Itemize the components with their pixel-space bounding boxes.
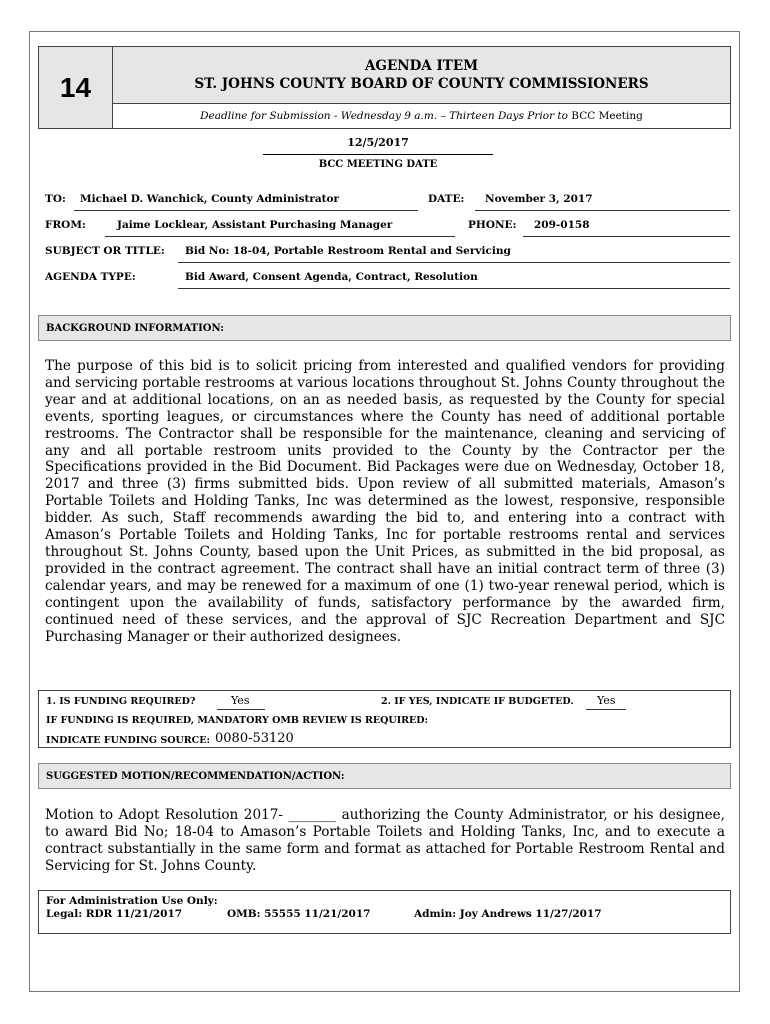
deadline-italic: Deadline for Submission - Wednesday 9 a.m. – Thirteen Days Prior to <box>200 110 568 122</box>
admin-omb: OMB: 55555 11/21/2017 <box>227 908 371 920</box>
funding-box <box>38 690 731 748</box>
agenda-item-number: 14 <box>39 47 113 128</box>
budgeted-value: Yes <box>597 694 616 707</box>
to-label: TO: <box>45 193 66 205</box>
admin-heading: For Administration Use Only: <box>46 895 218 907</box>
to-underline <box>74 210 418 211</box>
header-title <box>113 47 730 104</box>
phone-value: 209-0158 <box>534 219 590 231</box>
agenda-type-label: AGENDA TYPE: <box>45 271 136 283</box>
subject-value: Bid No: 18-04, Portable Restroom Rental and Servicing <box>185 245 511 257</box>
subject-label: SUBJECT OR TITLE: <box>45 245 165 257</box>
title-line-2: ST. JOHNS COUNTY BOARD OF COUNTY COMMISSIONERS <box>194 76 649 92</box>
meeting-date-label: BCC MEETING DATE <box>318 159 438 170</box>
admin-legal: Legal: RDR 11/21/2017 <box>46 908 183 920</box>
header-title-column <box>113 47 730 128</box>
deadline-note <box>113 104 730 128</box>
agenda-type-underline <box>178 288 730 289</box>
background-text: The purpose of this bid is to solicit pricing from interested and qualified vendors for providing and servicing portable restrooms at various locations throughout St. Johns County throughout the year and at additional locations, on an as needed basis, as requested by the County for special events, sporting leagues, or circumstances where the County has need of additional portable restrooms. The Contractor shall be responsible for the maintenance, cleaning and servicing of any and all portable restroom units provided to the County by the Contractor per the Specifications provided in the Bid Document. Bid Packages were due on Wednesday, October 18, 2017 and three (3) firms submitted bids. Upon review of all submitted materials, Amason’s Portable Toilets and Holding Tanks, Inc was determined as the lowest, responsive, responsible bidder. As such, Staff recommends awarding the bid to, and entering into a contract with Amason’s Portable Toilets and Holding Tanks, Inc for portable restrooms rental and services throughout St. Johns County, based upon the Unit Prices, as submitted in the bid proposal, as provided in the contract agreement. The contract shall have an initial contract term of three (3) calendar years, and may be renewed for a maximum of one (1) two-year renewal period, which is contingent upon the availability of funds, satisfactory performance by the awarded firm, continued need of these services, and the approval of SJC Recreation Department and SJC Purchasing Manager or their authorized designees. <box>45 358 725 645</box>
agenda-type-value: Bid Award, Consent Agenda, Contract, Resolution <box>185 271 478 283</box>
funding-source-label: INDICATE FUNDING SOURCE: <box>46 735 210 746</box>
phone-underline <box>523 236 730 237</box>
funding-required-value: Yes <box>231 694 250 707</box>
from-underline <box>105 236 455 237</box>
omb-review-note: IF FUNDING IS REQUIRED, MANDATORY OMB REVIEW IS REQUIRED: <box>46 715 429 726</box>
from-label: FROM: <box>45 219 86 231</box>
budgeted-underline <box>586 709 626 710</box>
deadline-tail: BCC Meeting <box>567 110 643 122</box>
title-line-1: AGENDA ITEM <box>364 58 479 74</box>
date-value: November 3, 2017 <box>485 193 593 205</box>
admin-use-box <box>38 890 731 934</box>
bcc-meeting-date <box>263 136 493 170</box>
from-value: Jaime Locklear, Assistant Purchasing Manager <box>117 219 393 231</box>
funding-source-value: 0080-53120 <box>215 731 294 746</box>
date-underline <box>475 210 730 211</box>
budgeted-label: 2. IF YES, INDICATE IF BUDGETED. <box>381 696 574 707</box>
motion-text: Motion to Adopt Resolution 2017- _______ authorizing the County Administrator, or his designee, to award Bid No; 18-04 to Amason’s Portable Toilets and Holding Tanks, Inc, and to execute a contract substantially in the same form and format as attached for Portable Restroom Rental and Servicing for St. Johns County. <box>45 807 725 874</box>
phone-label: PHONE: <box>468 219 517 231</box>
background-heading: BACKGROUND INFORMATION: <box>38 315 731 341</box>
admin-approval: Admin: Joy Andrews 11/27/2017 <box>414 908 602 920</box>
date-label: DATE: <box>428 193 465 205</box>
subject-underline <box>178 262 730 263</box>
funding-required-underline <box>217 709 265 710</box>
agenda-header <box>38 46 731 129</box>
funding-required-label: 1. IS FUNDING REQUIRED? <box>46 696 196 707</box>
to-value: Michael D. Wanchick, County Administrator <box>80 193 340 205</box>
motion-heading: SUGGESTED MOTION/RECOMMENDATION/ACTION: <box>38 763 731 789</box>
meeting-date-value: 12/5/2017 <box>263 136 493 155</box>
